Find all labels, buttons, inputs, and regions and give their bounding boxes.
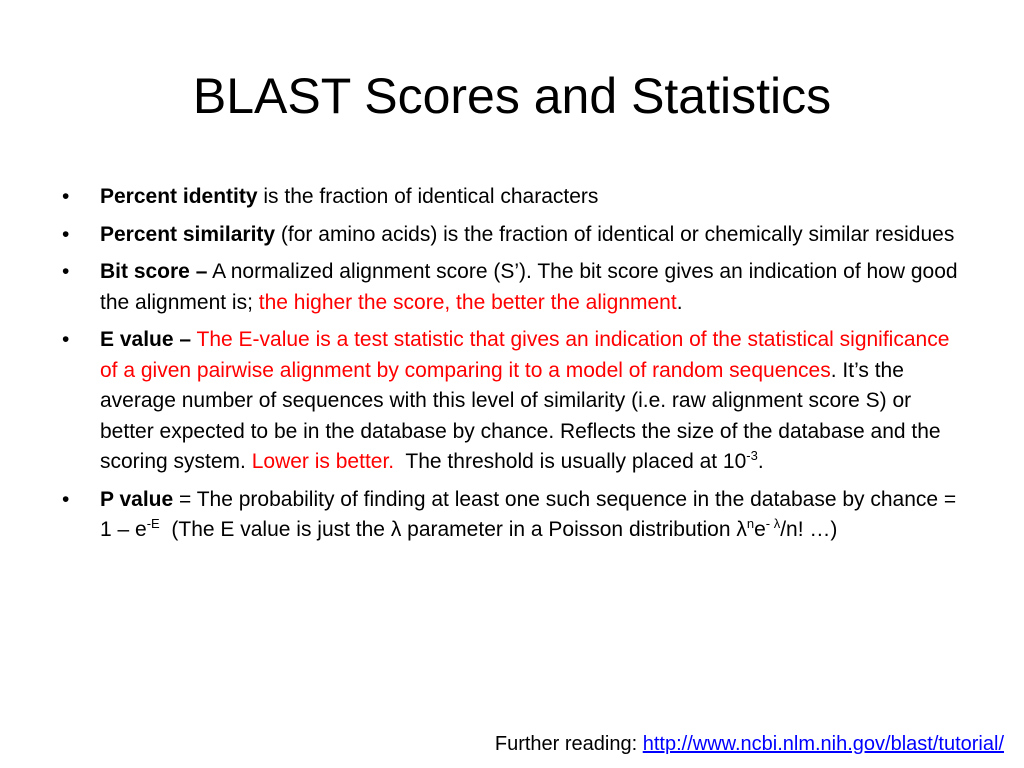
bullet-bit-score bbox=[60, 257, 960, 318]
tutorial-link[interactable]: http://www.ncbi.nlm.nih.gov/blast/tutorial/ bbox=[642, 733, 1004, 755]
bullet-percent-similarity bbox=[60, 220, 960, 251]
bullet-text: /n! …) bbox=[780, 518, 838, 541]
superscript: - λ bbox=[765, 516, 781, 531]
bullet-text: (for amino acids) is the fraction of identical or chemically similar residues bbox=[275, 222, 955, 246]
bullet-icon: • bbox=[62, 185, 70, 208]
bullet-highlight: The E-value is a test statistic that gives an indication of the statistical significance of a given pairwise alignment by comparing it to a model of random sequences bbox=[100, 328, 950, 382]
bullet-p-value bbox=[60, 485, 960, 546]
bullet-icon: • bbox=[62, 222, 70, 246]
bullet-term: Percent identity bbox=[100, 185, 258, 208]
bullet-term: Bit score – bbox=[100, 260, 208, 283]
bullet-term: Percent similarity bbox=[100, 222, 276, 246]
bullet-text: (The E value is just the λ parameter in a Poisson distribution λ bbox=[159, 518, 747, 541]
bullet-text: e bbox=[754, 518, 766, 541]
bullet-term: E value – bbox=[100, 328, 192, 351]
bullet-icon: • bbox=[62, 328, 70, 351]
bullet-icon: • bbox=[62, 260, 70, 283]
bullet-text: The threshold is usually placed at 10 bbox=[394, 450, 747, 473]
bullet-list bbox=[60, 182, 960, 553]
bullet-text: is the fraction of identical characters bbox=[257, 185, 599, 208]
bullet-text: A normalized alignment score (S’). The bit score gives an indication of how good the alignment is; bbox=[100, 260, 958, 314]
bullet-icon: • bbox=[62, 487, 70, 511]
bullet-highlight: the higher the score, the better the alignment bbox=[258, 290, 677, 314]
superscript: -E bbox=[146, 516, 160, 531]
bullet-term: P value bbox=[100, 487, 174, 511]
superscript: -3 bbox=[746, 448, 758, 463]
bullet-text: . It’s the average number of sequences with this level of similarity (i.e. raw alignment score S) or better expected to be in the database by chance. Reflects the size of the database and the scoring system. bbox=[100, 358, 941, 473]
bullet-percent-identity bbox=[60, 182, 960, 213]
superscript: n bbox=[746, 516, 755, 531]
bullet-text: . bbox=[676, 290, 683, 314]
bullet-e-value bbox=[60, 325, 960, 478]
further-reading-label: Further reading: bbox=[494, 733, 643, 755]
bullet-text: = The probability of finding at least one such sequence in the database by chance = 1 – e bbox=[100, 487, 957, 541]
bullet-text: . bbox=[757, 450, 764, 473]
slide-title: BLAST Scores and Statistics bbox=[192, 68, 832, 124]
bullet-highlight: Lower is better. bbox=[251, 450, 395, 473]
further-reading bbox=[495, 730, 1004, 758]
